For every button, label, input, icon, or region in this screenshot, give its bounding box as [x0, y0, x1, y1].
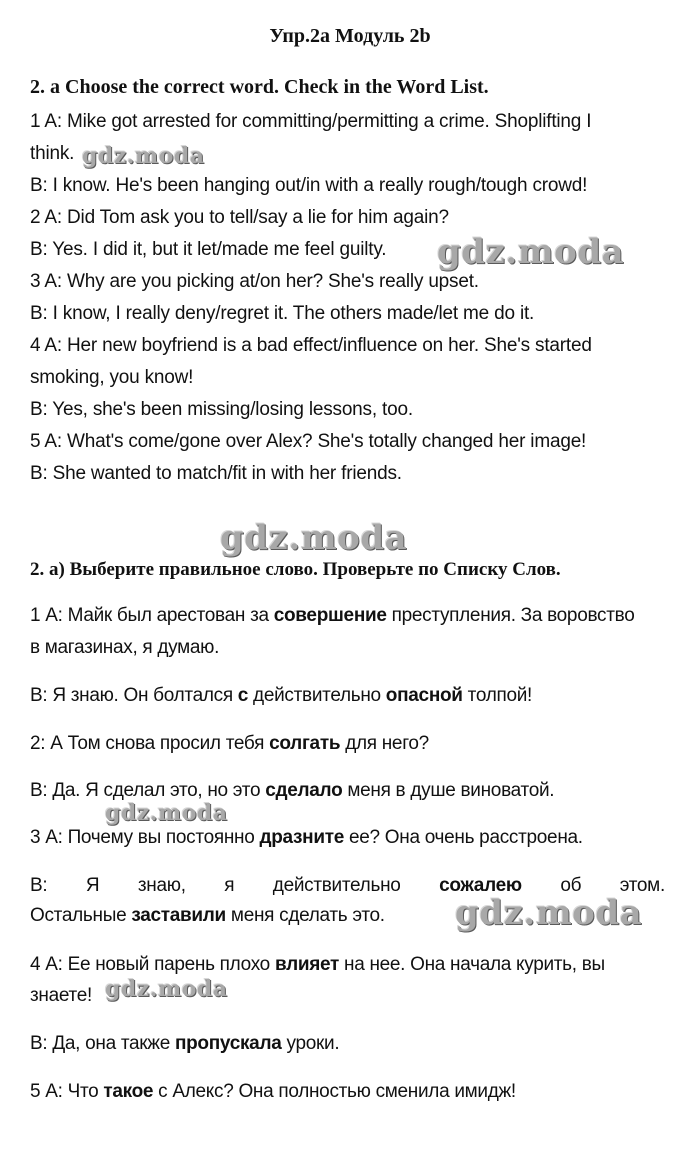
russian-line: В: Я знаю, я действительно сожалею об этом. [30, 875, 665, 896]
watermark-logo: gdz.moda [455, 893, 643, 933]
highlighted-word: совершение [273, 605, 387, 626]
highlighted-word: такое [103, 1081, 154, 1102]
english-line: 3 A: Why are you picking at/on her? She's really upset. [30, 271, 479, 292]
highlighted-word: с [237, 685, 249, 706]
russian-line: знаете! [30, 985, 92, 1006]
highlighted-word: опасной [385, 685, 463, 706]
highlighted-word: влияет [274, 954, 340, 975]
russian-line: В: Да. Я сделал это, но это сделало меня в душе виноватой. [30, 780, 555, 801]
highlighted-word: сожалею [439, 875, 522, 896]
english-line: B: I know. He's been hanging out/in with a really rough/tough crowd! [30, 175, 588, 196]
highlighted-word: пропускала [174, 1033, 282, 1054]
english-task-heading: 2. a Choose the correct word. Check in the Word List. [30, 76, 489, 98]
russian-line: в магазинах, я думаю. [30, 637, 220, 658]
highlighted-word: заставили [131, 905, 226, 926]
russian-line: 4 А: Ее новый парень плохо влияет на нее. Она начала курить, вы [30, 954, 605, 975]
russian-line: В: Да, она также пропускала уроки. [30, 1033, 340, 1054]
russian-line: В: Я знаю. Он болтался с действительно опасной толпой! [30, 685, 533, 706]
russian-line: Остальные заставили меня сделать это. [30, 905, 385, 926]
watermark-logo: gdz.moda [105, 800, 228, 826]
english-line: B: I know, I really deny/regret it. The others made/let me do it. [30, 303, 535, 324]
english-line: B: She wanted to match/fit in with her friends. [30, 463, 402, 484]
page-title: Упр.2а Модуль 2b [269, 25, 431, 47]
watermark-logo: gdz.moda [105, 976, 228, 1002]
highlighted-word: сделало [265, 780, 343, 801]
highlighted-word: дразните [259, 827, 345, 848]
english-line: B: Yes, she's been missing/losing lessons, too. [30, 399, 413, 420]
english-line: B: Yes. I did it, but it let/made me feel guilty. [30, 239, 387, 260]
highlighted-word: солгать [269, 733, 341, 754]
english-line: 1 A: Mike got arrested for committing/permitting a crime. Shoplifting I [30, 111, 592, 132]
english-line: 5 A: What's come/gone over Alex? She's totally changed her image! [30, 431, 587, 452]
russian-line: 1 А: Майк был арестован за совершение преступления. За воровство [30, 605, 635, 626]
english-line: smoking, you know! [30, 367, 194, 388]
watermark-logo: gdz.moda [437, 232, 625, 272]
russian-line: 5 А: Что такое с Алекс? Она полностью сменила имидж! [30, 1081, 516, 1102]
russian-line: 3 А: Почему вы постоянно дразните ее? Она очень расстроена. [30, 827, 583, 848]
russian-task-heading: 2. а) Выберите правильное слово. Проверьте по Списку Слов. [30, 559, 561, 580]
english-line: 2 A: Did Tom ask you to tell/say a lie for him again? [30, 207, 449, 228]
watermark-logo: gdz.moda [220, 518, 408, 558]
english-line: 4 A: Her new boyfriend is a bad effect/influence on her. She's started [30, 335, 592, 356]
english-line: think. [30, 143, 75, 164]
watermark-logo: gdz.moda [82, 143, 205, 169]
russian-line: 2: А Том снова просил тебя солгать для него? [30, 733, 429, 754]
